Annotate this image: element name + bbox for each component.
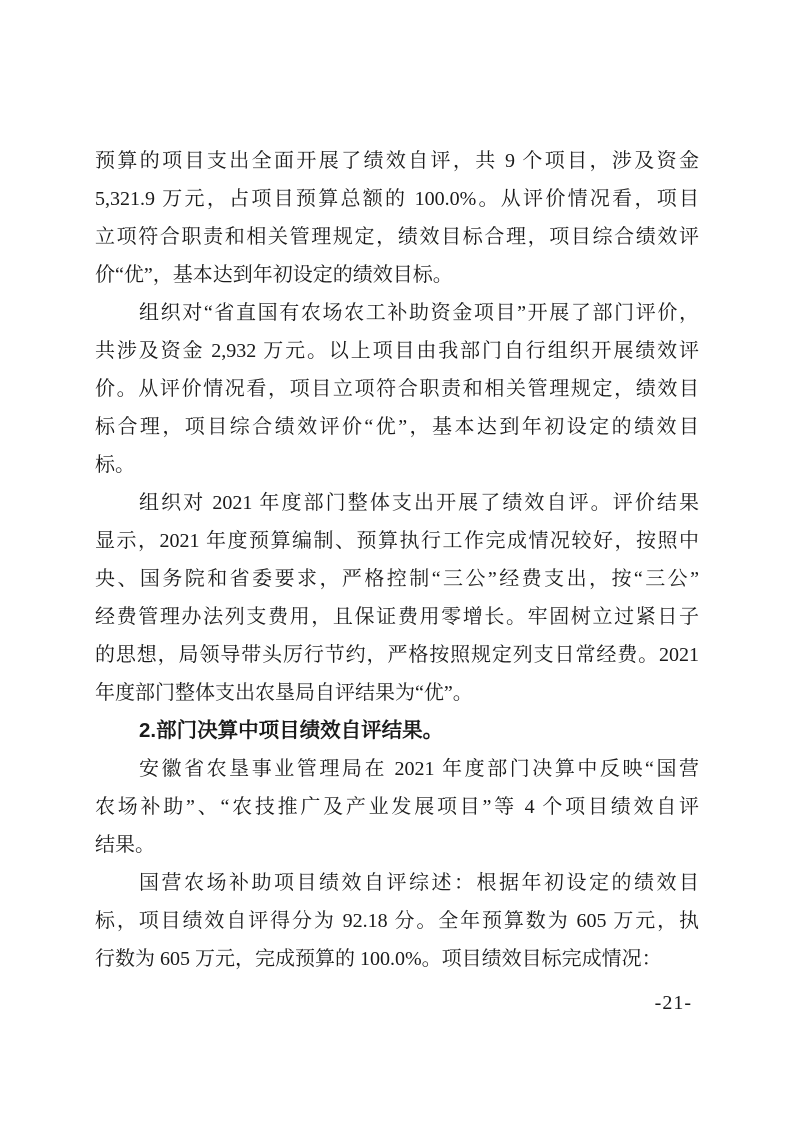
text-line: 年度部门整体支出农垦局自评结果为“优”。 [95, 682, 473, 704]
document-body [95, 142, 699, 978]
text-line: 国营农场补助项目绩效自评综述：根据年初设定的绩效目 [139, 872, 699, 894]
text-line: 显示，2021 年度预算编制、预算执行工作完成情况较好，按照中 [95, 530, 699, 552]
section-heading [95, 712, 699, 750]
paragraph [95, 142, 699, 294]
text-line: 共涉及资金 2,932 万元。以上项目由我部门自行组织开展绩效评 [95, 340, 699, 362]
text-line: 央、国务院和省委要求，严格控制“三公”经费支出，按“三公” [95, 568, 699, 590]
text-line: 价“优”，基本达到年初设定的绩效目标。 [95, 264, 453, 286]
text-line: 结果。 [95, 834, 155, 856]
page-number: -21- [654, 992, 692, 1014]
text-line: 行数为 605 万元，完成预算的 100.0%。项目绩效目标完成情况： [95, 948, 662, 970]
text-line: 标合理，项目综合绩效评价“优”，基本达到年初设定的绩效目 [95, 416, 699, 438]
text-line: 农场补助”、“农技推广及产业发展项目”等 4 个项目绩效自评 [95, 796, 699, 818]
heading-line: 2.部门决算中项目绩效自评结果。 [139, 719, 444, 742]
text-line: 经费管理办法列支费用，且保证费用零增长。牢固树立过紧日子 [95, 606, 699, 628]
text-line: 的思想，局领导带头厉行节约，严格按照规定列支日常经费。2021 [95, 644, 699, 666]
text-line: 预算的项目支出全面开展了绩效自评，共 9 个项目，涉及资金 [95, 150, 699, 172]
text-line: 标。 [95, 454, 135, 476]
text-line: 5,321.9 万元，占项目预算总额的 100.0%。从评价情况看，项目 [95, 188, 699, 210]
paragraph [95, 750, 699, 864]
text-line: 立项符合职责和相关管理规定，绩效目标合理，项目综合绩效评 [95, 226, 699, 248]
text-line: 标，项目绩效自评得分为 92.18 分。全年预算数为 605 万元，执 [95, 910, 699, 932]
paragraph [95, 484, 699, 712]
text-line: 组织对“省直国有农场农工补助资金项目”开展了部门评价， [139, 302, 699, 324]
text-line: 组织对 2021 年度部门整体支出开展了绩效自评。评价结果 [139, 492, 699, 514]
text-line: 安徽省农垦事业管理局在 2021 年度部门决算中反映“国营 [139, 758, 699, 780]
text-line: 价。从评价情况看，项目立项符合职责和相关管理规定，绩效目 [95, 378, 699, 400]
paragraph [95, 864, 699, 978]
paragraph [95, 294, 699, 484]
